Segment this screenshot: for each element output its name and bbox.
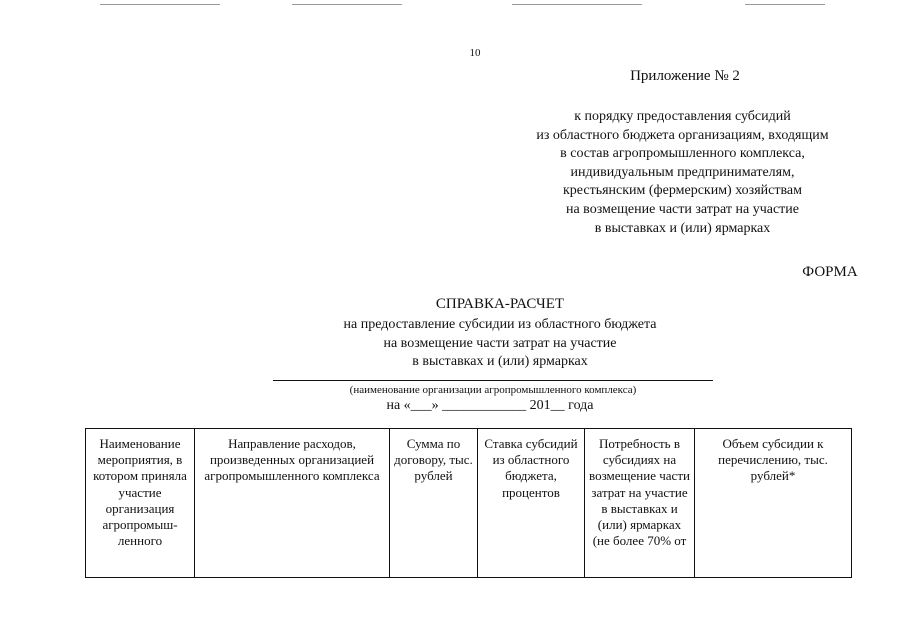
scan-top-line-4: [745, 4, 825, 5]
appendix-description: [500, 108, 865, 238]
document-title: СПРАВКА-РАСЧЕТ: [435, 296, 565, 312]
appendix-title: Приложение № 2: [630, 68, 740, 84]
subtitle-line: на предоставление субсидии из областного бюджета: [343, 317, 657, 332]
scan-top-line-1: [100, 4, 220, 5]
header-subsidy-rate: Ставка субсидий из областного бюджета, процентов: [478, 429, 585, 578]
appendix-line: к порядку предоставления субсидий: [574, 109, 791, 124]
subtitle-line: в выставках и (или) ярмарках: [412, 354, 588, 369]
form-label: ФОРМА: [802, 264, 858, 280]
appendix-line: из областного бюджета организациям, входящим: [536, 127, 829, 143]
calculation-table: [85, 428, 852, 578]
header-subsidy-volume: Объем субсидии к перечислению, тыс. рублей*: [695, 429, 852, 578]
appendix-line: крестьянским (фермерским) хозяйствам: [563, 183, 802, 199]
header-expense-direction: Направление расходов, произведенных организацией агропромышленного комплекса: [195, 429, 390, 578]
appendix-line: на возмещение части затрат на участие: [565, 201, 800, 217]
organization-caption: (наименование организации агропромышленного комплекса): [349, 384, 637, 396]
document-subtitle: [270, 316, 730, 372]
scan-top-line-3: [512, 4, 642, 5]
appendix-line: в состав агропромышленного комплекса,: [560, 146, 805, 162]
date-line: на «___» ____________ 201__ года: [386, 398, 594, 413]
appendix-line: в выставках и (или) ярмарках: [594, 220, 771, 236]
header-event-name: Наименование мероприятия, в котором приняла участие организация агропромыш-ленного: [86, 429, 195, 578]
appendix-line: индивидуальным предпринимателям,: [570, 164, 795, 180]
subtitle-line: на возмещение части затрат на участие: [383, 335, 617, 351]
organization-name-line[interactable]: [273, 380, 713, 381]
page-number: 10: [469, 47, 481, 59]
scan-top-line-2: [292, 4, 402, 5]
table-header-row: [86, 429, 852, 578]
header-subsidy-need: Потребность в субсидиях на возмещение части затрат на участие в выставках и (или) ярмарках (не более 70% от: [585, 429, 695, 578]
header-contract-sum: Сумма по договору, тыс. рублей: [390, 429, 478, 578]
